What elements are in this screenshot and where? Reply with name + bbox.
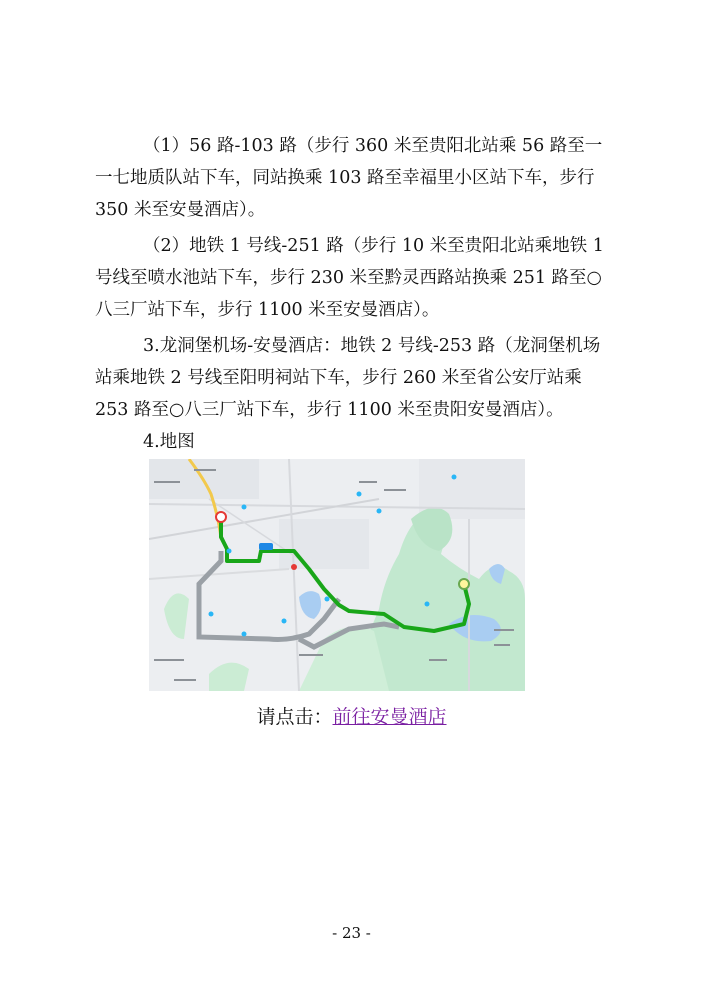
poi-icon bbox=[377, 509, 382, 514]
section-heading-map: 4.地图 bbox=[143, 432, 195, 452]
poi-icon bbox=[227, 549, 232, 554]
poi-icon bbox=[357, 492, 362, 497]
paragraph-airport-route: 3.龙洞堡机场-安曼酒店：地铁 2 号线-253 路（龙洞堡机场站乘地铁 2 号线至阳明祠站下车，步行 260 米至省公安厅站乘 253 路至○八三厂站下车，步行 1100 米至贵阳安曼酒店）。 bbox=[95, 336, 601, 420]
poi-icon bbox=[282, 619, 287, 624]
destination-pin-icon bbox=[459, 579, 469, 589]
page-number: - 23 - bbox=[332, 924, 371, 942]
poi-icon bbox=[325, 597, 330, 602]
poi-icon bbox=[242, 505, 247, 510]
hotel-link-line bbox=[0, 702, 703, 729]
poi-icon bbox=[209, 612, 214, 617]
link-prefix: 请点击： bbox=[256, 707, 333, 728]
poi-icon bbox=[242, 632, 247, 637]
paragraph-route-1: （1）56 路-103 路（步行 360 米至贵阳北站乘 56 路至一一七地质队站下车，同站换乘 103 路至幸福里小区站下车，步行 350 米至安曼酒店）。 bbox=[95, 136, 603, 220]
hotel-link[interactable]: 前往安曼酒店 bbox=[332, 707, 447, 728]
poi-icon bbox=[425, 602, 430, 607]
route-map[interactable] bbox=[149, 459, 525, 691]
poi-red-icon bbox=[291, 564, 297, 570]
poi-icon bbox=[452, 475, 457, 480]
station-badge-icon bbox=[259, 543, 273, 550]
paragraph-route-2: （2）地铁 1 号线-251 路（步行 10 米至贵阳北站乘地铁 1 号线至喷水池站下车，步行 230 米至黔灵西路站换乘 251 路至○八三厂站下车，步行 1100 米至安曼酒店）。 bbox=[95, 236, 604, 320]
start-pin-icon bbox=[216, 512, 226, 522]
route-map-graphic bbox=[149, 459, 525, 691]
